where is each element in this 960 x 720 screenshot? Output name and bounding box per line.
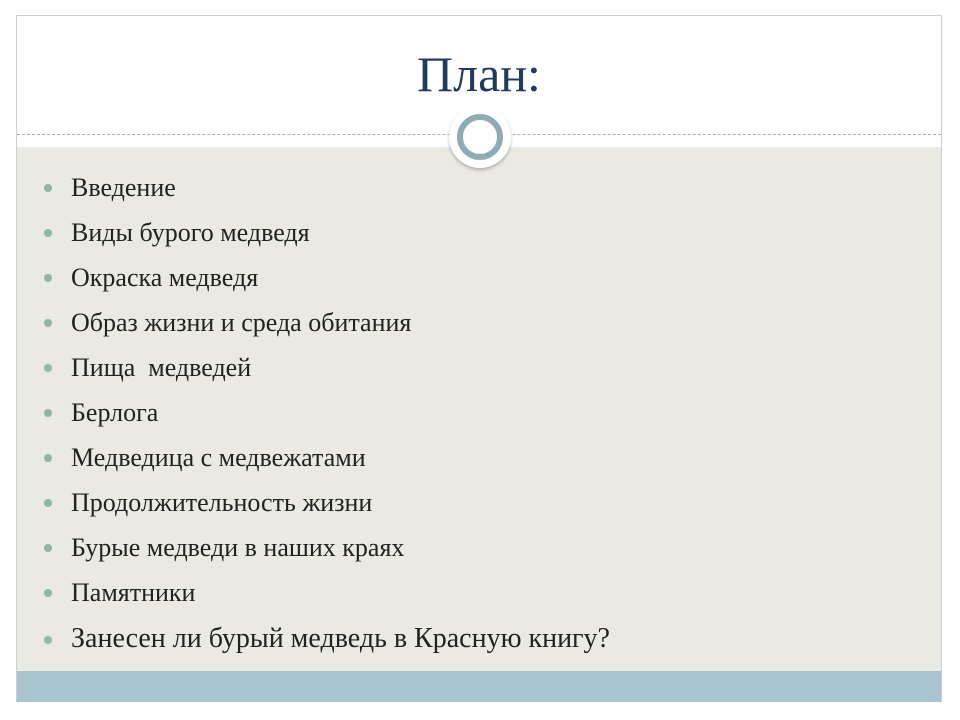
bullet-dot-icon <box>44 454 52 462</box>
bullet-dot-icon <box>44 229 52 237</box>
list-item-text: Медведица с медвежатами <box>71 443 366 472</box>
bullet-dot-icon <box>44 184 52 192</box>
ring-ornament-icon <box>449 106 511 168</box>
list-item-text: Пища медведей <box>71 353 252 382</box>
list-item <box>44 615 610 663</box>
footer-bar <box>17 671 941 702</box>
list-item-text: Берлога <box>71 398 159 427</box>
list-item <box>44 300 610 345</box>
bullet-dot-icon <box>44 589 52 597</box>
bullet-dot-icon <box>44 274 52 282</box>
bullet-dot-icon <box>44 544 52 552</box>
list-item-text: Памятники <box>71 578 196 607</box>
list-item <box>44 210 610 255</box>
list-item-text: Виды бурого медведя <box>71 218 310 247</box>
list-item <box>44 570 610 615</box>
slide-title: План: <box>417 46 541 102</box>
list-item-text: Введение <box>71 173 176 202</box>
bullet-dot-icon <box>44 319 52 327</box>
ring-inner <box>457 114 503 160</box>
bullet-dot-icon <box>44 636 52 644</box>
bullet-dot-icon <box>44 409 52 417</box>
bullet-list <box>44 165 610 663</box>
bullet-dot-icon <box>44 364 52 372</box>
bullet-dot-icon <box>44 499 52 507</box>
list-item-text: Бурые медведи в наших краях <box>71 533 405 562</box>
list-item-text: Образ жизни и среда обитания <box>71 308 412 337</box>
list-item <box>44 525 610 570</box>
list-item <box>44 255 610 300</box>
list-item <box>44 480 610 525</box>
list-item <box>44 390 610 435</box>
list-item-text: Занесен ли бурый медведь в Красную книгу? <box>71 623 610 654</box>
list-item <box>44 165 610 210</box>
list-item <box>44 435 610 480</box>
list-item-text: Продолжительность жизни <box>71 488 373 517</box>
list-item <box>44 345 610 390</box>
list-item-text: Окраска медведя <box>71 263 259 292</box>
